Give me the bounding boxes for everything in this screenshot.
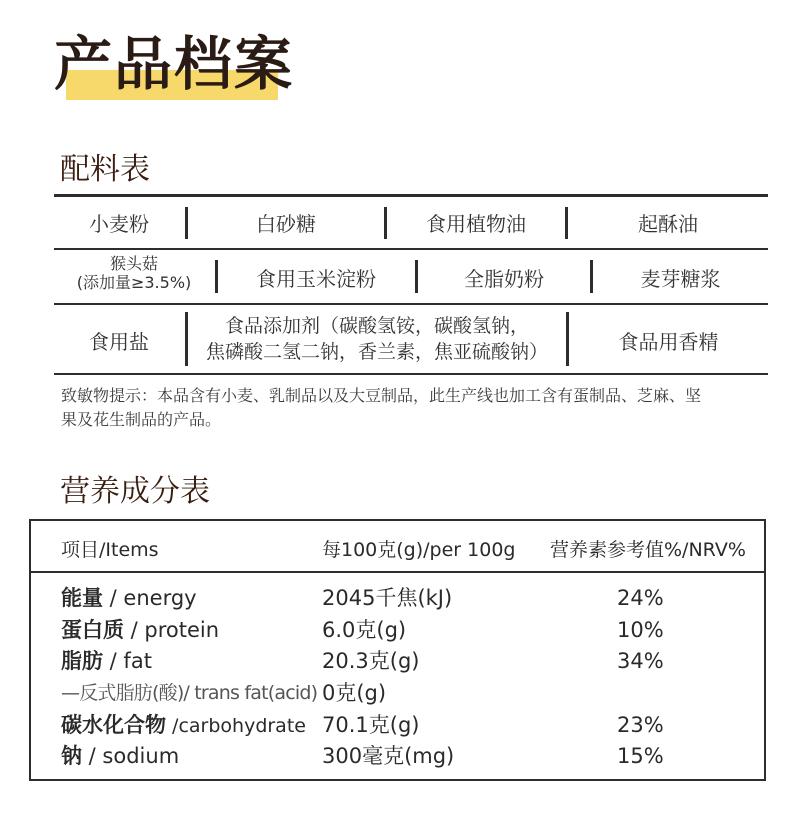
ingredient-line: 食品添加剂（碳酸氢铵，碳酸氢钠， xyxy=(224,315,529,337)
ingredient-cell: 起酥油 xyxy=(638,212,698,236)
nutrient-nrv: 23% xyxy=(617,713,664,737)
column-header: 营养素参考值%/NRV% xyxy=(550,539,746,561)
nutrient-value: 0克(g) xyxy=(322,681,387,705)
nutrient-nrv: 15% xyxy=(617,744,664,768)
nutrition-title: 营养成分表 xyxy=(60,474,210,509)
nutrient-name-cn: 钠 xyxy=(61,744,82,768)
nutrient-name xyxy=(61,647,152,675)
ingredient-cell: 麦芽糖浆 xyxy=(640,267,721,291)
column-header: 每100克(g)/per 100g xyxy=(322,539,516,561)
nutrient-value: 2045千焦(kJ) xyxy=(322,586,453,610)
page-title: 产品档案 xyxy=(54,30,295,98)
nutrient-name-en: / sodium xyxy=(82,744,180,768)
nutrient-name xyxy=(61,616,219,644)
nutrient-name-en: / energy xyxy=(103,586,197,610)
nutrient-value: 6.0克(g) xyxy=(322,618,407,642)
nutrient-name xyxy=(61,584,197,612)
divider xyxy=(54,303,768,305)
ingredient-line: 猴头菇 xyxy=(109,254,158,273)
nutrient-value: 70.1克(g) xyxy=(322,713,420,737)
nutrient-name-cn: 能量 xyxy=(61,586,103,610)
allergy-line: 果及花生制品的产品。 xyxy=(61,410,222,429)
ingredient-cell: 食用植物油 xyxy=(426,212,526,236)
ingredient-cell: 食品用香精 xyxy=(618,330,719,354)
ingredient-cell: 小麦粉 xyxy=(89,212,149,236)
ingredient-note: (添加量≥3.5%) xyxy=(76,273,192,292)
ingredient-cell xyxy=(188,313,566,365)
ingredient-cell: 食用盐 xyxy=(89,330,149,354)
nutrient-name-en: /carbohydrate xyxy=(166,715,306,737)
column-header: 项目/Items xyxy=(61,539,159,561)
ingredient-cell: 白砂糖 xyxy=(256,212,316,236)
allergy-line: 致敏物提示：本品含有小麦、乳制品以及大豆制品，此生产线也加工含有蛋制品、芝麻、坚 xyxy=(61,386,702,405)
nutrient-name-en: / fat xyxy=(103,649,152,673)
nutrient-nrv: 24% xyxy=(617,586,664,610)
divider xyxy=(31,571,764,573)
divider xyxy=(54,194,768,197)
nutrient-value: 300毫克(mg) xyxy=(322,744,455,768)
ingredient-cell xyxy=(54,254,214,292)
divider xyxy=(54,373,768,375)
ingredient-cell: 全脂奶粉 xyxy=(464,267,544,291)
divider xyxy=(54,248,768,250)
nutrient-name-cn: 脂肪 xyxy=(61,649,103,673)
nutrient-nrv: 10% xyxy=(617,618,664,642)
nutrient-name xyxy=(61,711,306,740)
nutrient-name-cn: 蛋白质 xyxy=(61,618,124,642)
nutrient-name xyxy=(61,742,179,770)
nutrient-nrv: 34% xyxy=(617,649,664,673)
allergy-note xyxy=(61,384,751,432)
ingredients-title: 配料表 xyxy=(60,152,150,187)
ingredient-cell: 食用玉米淀粉 xyxy=(256,267,376,291)
nutrient-name xyxy=(61,679,317,707)
nutrient-name-cn: 碳水化合物 xyxy=(61,713,166,737)
nutrient-name-en: —反式脂肪(酸)/ trans fat(acid) xyxy=(61,682,318,704)
nutrient-value: 20.3克(g) xyxy=(322,649,420,673)
nutrient-name-en: / protein xyxy=(124,618,220,642)
ingredient-line: 焦磷酸二氢二钠，香兰素，焦亚硫酸钠） xyxy=(205,341,548,363)
